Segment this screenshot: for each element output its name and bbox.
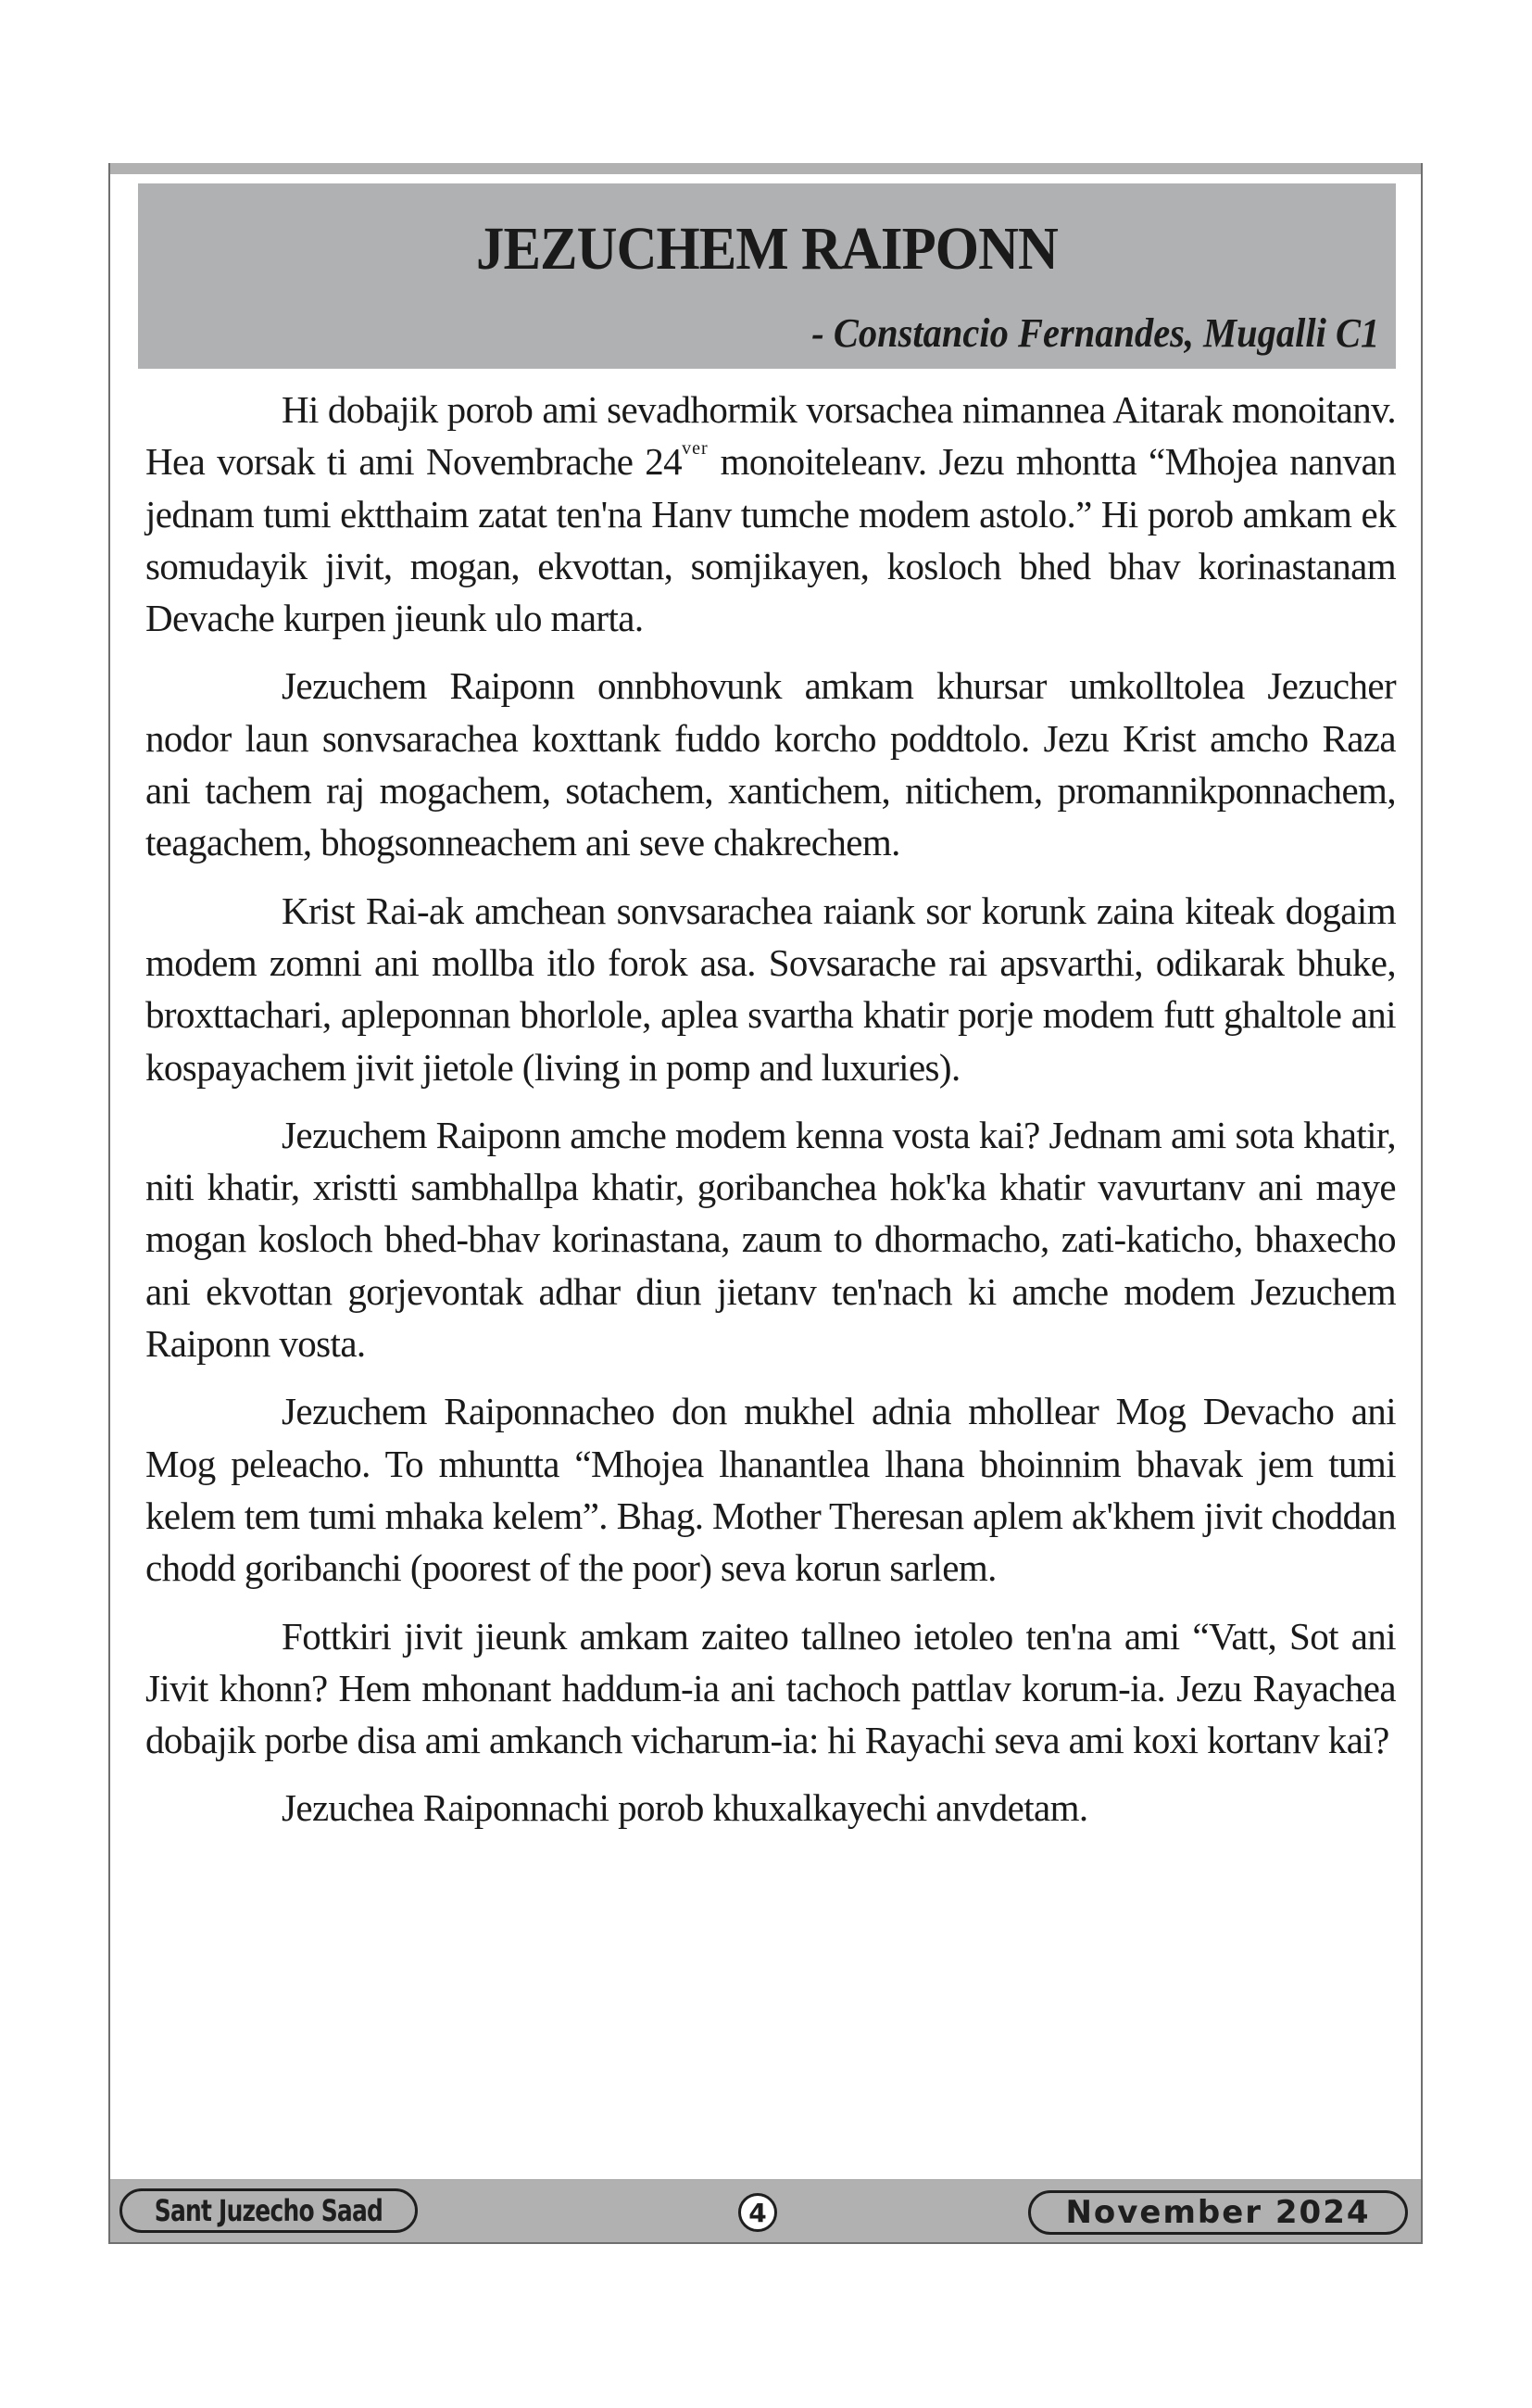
paragraph-1 — [145, 384, 1396, 644]
publication-name: Sant Juzecho Saad — [154, 2193, 383, 2228]
paragraph-1-start: Hi dobajik porob ami sevadhormik vorsachea nimannea Aitarak monoitanv. Hea vorsak ti ami Novembrache 24 — [145, 388, 1396, 484]
article-author: - Constancio Fernandes, Mugalli C1 — [811, 310, 1379, 356]
paragraph-7: Jezuchea Raiponnachi porob khuxalkayechi anvdetam. — [282, 1786, 1088, 1830]
publication-name-badge — [119, 2188, 418, 2233]
page-number: 4 — [748, 2197, 767, 2228]
paragraph-6: Fottkiri jivit jieunk amkam zaiteo tallneo ietoleo ten'na ami “Vatt, Sot ani Jivit khonn? Hem mhonant haddum-ia ani tachoch pattlav korum-ia. Jezu Rayachea dobajik porbe disa ami amkanch vicharum-ia: hi Rayachi seva ami koxi kortanv kai? — [145, 1614, 1396, 1762]
paragraph-2: Jezuchem Raiponn onnbhovunk amkam khursar umkolltolea Jezucher nodor laun sonvsarachea koxttank fuddo korcho poddtolo. Jezu Krist amcho Raza ani tachem raj mogachem, sotachem, xantichem, nitichem, promannikponnachem, teagachem, bhogsonneachem ani seve chakrechem. — [145, 664, 1396, 864]
article-body — [145, 384, 1396, 1850]
article-title: JEZUCHEM RAIPONN — [476, 215, 1058, 283]
paragraph-1-end: monoiteleanv. Jezu mhontta “Mhojea nanvan jednam tumi ektthaim zatat ten'na Hanv tumche modem astolo.” Hi porob amkam ek somudayik jivit, mogan, ekvottan, somjikayen, kosloch bhed bhav korinastanam Devache kurpen jieunk ulo marta. — [145, 440, 1396, 640]
paragraph-5: Jezuchem Raiponnacheo don mukhel adnia mhollear Mog Devacho ani Mog peleacho. To mhuntta “Mhojea lhanantlea lhana bhoinnim bhavak jem tumi kelem tem tumi mhaka kelem”. Bhag. Mother Theresan aplem ak'khem jivit choddan chodd goribanchi (poorest of the poor) seva korun sarlem. — [145, 1390, 1397, 1590]
issue-date-badge — [1028, 2190, 1408, 2235]
page-number-badge — [738, 2193, 777, 2232]
issue-date: November 2024 — [1065, 2194, 1371, 2231]
page-footer — [110, 2179, 1421, 2242]
top-band — [110, 163, 1421, 174]
ordinal-suffix: ver — [682, 438, 709, 460]
paragraph-4: Jezuchem Raiponn amche modem kenna vosta kai? Jednam ami sota khatir, niti khatir, xristti sambhallpa khatir, goribanchea hok'ka khatir vavurtanv ani maye mogan kosloch bhed-bhav korinastana, zaum to dhormacho, zati-katicho, bhaxecho ani ekvottan gorjevontak adhar diun jietanv ten'nach ki amche modem Jezuchem Raiponn vosta. — [145, 1113, 1396, 1366]
title-box — [138, 183, 1396, 369]
paragraph-3: Krist Rai-ak amchean sonvsarachea raiank sor korunk zaina kiteak dogaim modem zomni ani mollba itlo forok asa. Sovsarache rai apsvarthi, odikarak bhuke, broxttachari, apleponnan bhorlole, aplea svartha khatir porje modem futt ghaltole ani kospayachem jivit jietole (living in pomp and luxuries). — [145, 889, 1396, 1089]
page-frame — [108, 163, 1423, 2244]
